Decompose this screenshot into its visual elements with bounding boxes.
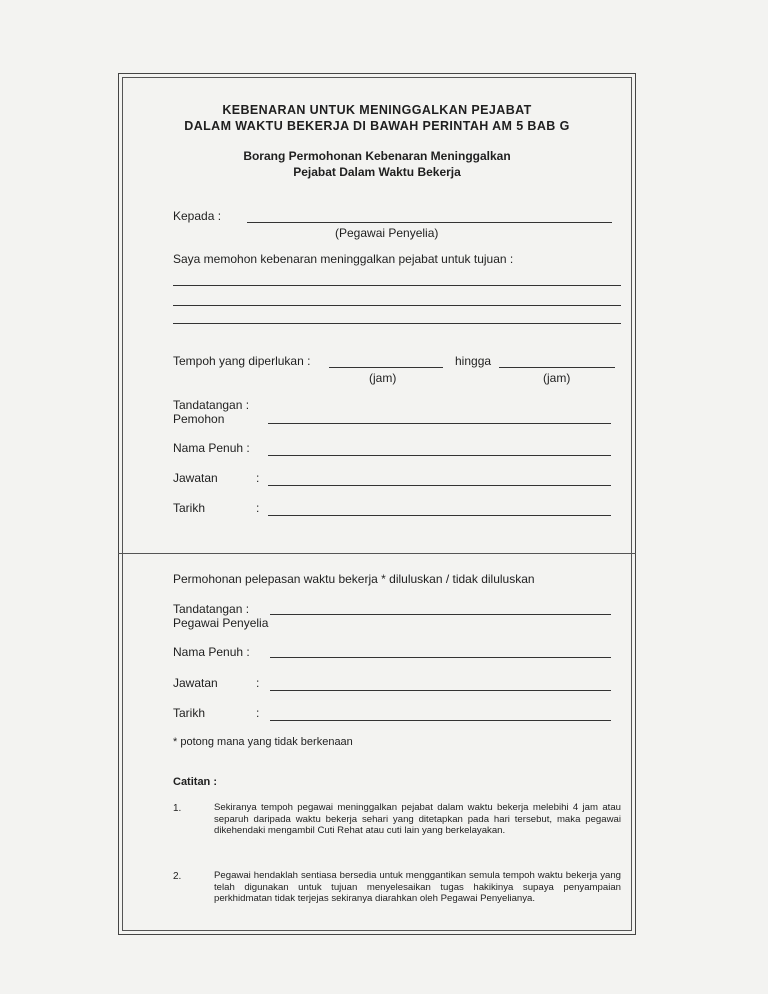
kepada-label: Kepada : [173,209,222,223]
form-title-line2: DALAM WAKTU BEKERJA DI BAWAH PERINTAH AM 5 BAB G [184,119,570,133]
tempoh-start-field[interactable] [329,367,443,368]
jam-caption-end: (jam) [543,371,571,385]
notes-heading: Catitan : [173,776,217,788]
tempoh-label: Tempoh yang diperlukan : [173,354,311,368]
purpose-field-line3[interactable] [173,323,621,324]
decision-text: Permohonan pelepasan waktu bekerja * diluluskan / tidak diluluskan [173,572,535,586]
supervisor-tarikh-label: Tarikh [173,706,206,720]
note-2-text: Pegawai hendaklah sentiasa bersedia untuk menggantikan semula tempoh waktu bekerja yang telah digunakan untuk tujuan menyelesaikan tugas hakikinya supaya penyampaian perkhidmatan tidak terjejas sekiranya diarahkan oleh Pegawai Penyelianya. [214,870,621,905]
applicant-signature-sublabel: Pemohon [173,412,225,426]
applicant-jawatan-label: Jawatan [173,471,218,485]
purpose-field-line1[interactable] [173,285,621,286]
purpose-field-line2[interactable] [173,305,621,306]
applicant-jawatan-field[interactable] [268,485,611,486]
note-1-number: 1. [173,803,182,814]
applicant-signature-field[interactable] [268,423,611,424]
footnote-text: * potong mana yang tidak berkenaan [173,736,353,748]
kepada-field[interactable] [247,222,612,223]
supervisor-signature-field[interactable] [270,614,611,615]
supervisor-jawatan-field[interactable] [270,690,611,691]
supervisor-jawatan-label: Jawatan [173,676,218,690]
applicant-tarikh-field[interactable] [268,515,611,516]
applicant-tarikh-colon: : [256,501,260,515]
applicant-name-field[interactable] [268,455,611,456]
kepada-caption: (Pegawai Penyelia) [335,226,439,240]
form-subtitle-line1: Borang Permohonan Kebenaran Meninggalkan [243,149,511,163]
note-1-text: Sekiranya tempoh pegawai meninggalkan pejabat dalam waktu bekerja melebihi 4 jam atau separuh daripada waktu bekerja sehari yang ditetapkan pada hari tersebut, maka pegawai dikehendaki mengambil Cuti Rehat atau cuti lain yang berkelayakan. [214,802,621,837]
note-2-number: 2. [173,871,182,882]
section-divider [118,553,636,554]
applicant-tarikh-label: Tarikh [173,501,206,515]
hingga-label: hingga [455,354,492,368]
purpose-label: Saya memohon kebenaran meninggalkan pejabat untuk tujuan : [173,252,514,266]
supervisor-name-label: Nama Penuh : [173,645,250,659]
form-subtitle-line2: Pejabat Dalam Waktu Bekerja [293,165,461,179]
form-title-line1: KEBENARAN UNTUK MENINGGALKAN PEJABAT [222,103,532,117]
supervisor-tarikh-colon: : [256,706,260,720]
tempoh-end-field[interactable] [499,367,615,368]
supervisor-tarikh-field[interactable] [270,720,611,721]
supervisor-signature-sublabel: Pegawai Penyelia [173,616,269,630]
supervisor-name-field[interactable] [270,657,611,658]
applicant-name-label: Nama Penuh : [173,441,250,455]
applicant-signature-label: Tandatangan : [173,398,250,412]
supervisor-signature-label: Tandatangan : [173,602,250,616]
jam-caption-start: (jam) [369,371,397,385]
supervisor-jawatan-colon: : [256,676,260,690]
applicant-jawatan-colon: : [256,471,260,485]
